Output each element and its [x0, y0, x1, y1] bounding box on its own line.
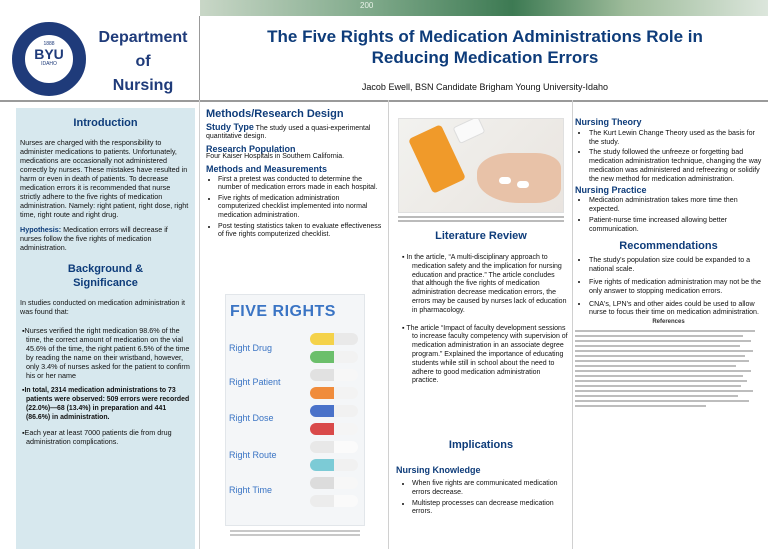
nursing-theory-list — [575, 129, 762, 184]
hypothesis — [20, 225, 191, 252]
population-text: Four Kaiser Hospitals in Southern California. — [206, 153, 345, 161]
poster-header — [0, 0, 768, 100]
background-intro: In studies conducted on medication administration it was found that: — [20, 298, 186, 316]
introduction-heading: Introduction — [73, 117, 138, 129]
photo-caption-placeholder — [398, 216, 564, 224]
list-item: • First a pretest was conducted to determine the number of medication errors made in each hospital. — [218, 176, 382, 193]
column-divider — [199, 100, 200, 549]
study-type-text: The study used a quasi-experimental quantitative design. — [206, 124, 371, 141]
five-rights-image — [225, 294, 365, 526]
theory-column — [575, 108, 762, 549]
right-drug-label: Right Drug — [229, 343, 273, 353]
nursing-practice-heading: Nursing Practice — [575, 184, 647, 195]
study-type-label: Study Type — [206, 121, 254, 132]
byu-idaho-seal-icon — [12, 22, 86, 96]
introduction-body: Nurses are charged with the responsibility to administer medications to patients. Unfortunately, medications are occasionally not administered correctly by nurses. These mistakes have resulted in harm or even in death of patients. To decrease medication errors it is recommended that nurse strictly adhere to the five rights of medication administration. Namely: right patient, right dose, right time, right route and right drug. — [20, 138, 189, 219]
right-dose-label: Right Dose — [229, 413, 274, 423]
measurements-list — [206, 176, 382, 240]
list-item: ▪ The article “Impact of faculty development sessions to increase faculty competency with supervision of medication administration in an associate degree program.” Explained the importance of educating students while still in school about the need to adhere to good medication administration practice. — [402, 324, 568, 385]
pill-icon — [310, 441, 358, 453]
nursing-practice-list — [575, 196, 762, 233]
literature-list — [398, 254, 568, 395]
methods-heading: Methods/Research Design — [206, 108, 344, 120]
nursing-theory-heading: Nursing Theory — [575, 117, 642, 127]
right-route-label: Right Route — [229, 450, 277, 460]
measurements-heading: Methods and Measurements — [206, 163, 328, 174]
list-item: • The study's population size could be expanded to a national scale. — [589, 256, 762, 274]
pill-icon — [499, 177, 511, 184]
seal-center — [24, 34, 74, 84]
background-heading-line-2: Significance — [73, 277, 138, 289]
population-heading: Research Population — [206, 143, 296, 154]
list-item: ▪Each year at least 7000 patients die from drug administration complications. — [22, 428, 172, 446]
poster-title — [205, 26, 765, 68]
list-item: • Five rights of medication administration computerized checklist implemented into normal medication administration. — [218, 195, 382, 221]
pill-icon — [310, 351, 358, 363]
references-heading: References — [652, 319, 685, 326]
list-item: • Multistep processes can decrease medication errors. — [412, 500, 564, 518]
column-divider — [572, 100, 573, 549]
introduction-column — [16, 108, 195, 549]
pill-icon — [310, 333, 358, 345]
five-rights-title: FIVE RIGHTS — [230, 303, 336, 320]
nursing-knowledge-heading: Nursing Knowledge — [396, 465, 481, 475]
list-item: ▪ In the article, “A multi-disciplinary approach to medication safety and the implication for nursing education and practice.” The article concludes that although the five rights of medication administration decrease medication errors, the errors may be caused by nurses lack of education in pharmacology. — [402, 254, 567, 314]
department-line-3: Nursing — [112, 77, 174, 94]
title-line-2: Reducing Medication Errors — [371, 48, 599, 67]
background-heading — [20, 262, 191, 290]
recommendations-heading: Recommendations — [619, 239, 718, 252]
pill-icon — [310, 423, 358, 435]
pill-icon — [310, 477, 358, 489]
hand-icon — [477, 153, 561, 203]
right-time-label: Right Time — [229, 485, 273, 495]
implications-heading: Implications — [448, 439, 514, 451]
references-list — [575, 330, 762, 407]
literature-heading: Literature Review — [435, 230, 527, 242]
department-line-1: Department — [98, 29, 188, 46]
list-item: • When five rights are communicated medication errors decrease. — [412, 480, 564, 498]
right-patient-label: Right Patient — [229, 377, 281, 387]
title-line-1: The Five Rights of Medication Administrations Role in — [267, 27, 703, 46]
list-item: ▪Nurses verified the right medication 98.6% of the time, the correct amount of medication on the vial 45.6% of the time, the right patient 6.5% of the time by reading the name on their wristband, however, only 3.4% of nurses asked for the patient to confirm his or her name — [22, 326, 190, 380]
header-divider — [0, 100, 768, 102]
strip-number: 200 — [360, 1, 374, 10]
background-heading-line-1: Background & — [67, 263, 144, 275]
author-line: Jacob Ewell, BSN Candidate Brigham Young University-Idaho — [361, 82, 609, 92]
recommendations-list — [575, 256, 762, 317]
image-caption-placeholder — [230, 530, 360, 544]
department-line-2: of — [135, 53, 151, 70]
list-item: • Medication administration takes more time then expected. — [589, 196, 762, 214]
seal-name: BYU — [34, 46, 64, 62]
list-item: • The Kurt Lewin Change Theory used as the basis for the study. — [589, 129, 762, 147]
study-type — [206, 123, 382, 142]
hypothesis-label: Hypothesis: — [20, 225, 62, 234]
hypothesis-text: Medication errors will decrease if nurses follow the five rights of medication administration. — [20, 225, 168, 252]
nursing-knowledge-list — [398, 480, 564, 519]
list-item: • The study followed the unfreeze or forgetting bad medication administration technique, changing the way medication was administered and refreezing or solidify the new method for medication administration. — [589, 148, 762, 183]
column-divider — [388, 100, 389, 549]
pill-icon — [517, 181, 529, 188]
seal-year: 1888 — [43, 41, 55, 47]
pill-icon — [310, 405, 358, 417]
list-item: • Patient-nurse time increased allowing better communication. — [589, 216, 762, 234]
literature-column — [390, 108, 568, 549]
background-list — [20, 326, 191, 446]
pill-icon — [310, 495, 358, 507]
list-item: • Five rights of medication administration may not be the only answer to stopping medication errors. — [589, 278, 762, 296]
list-item: • CNA's, LPN's and other aides could be used to allow nurse to focus their time on medication administration. — [589, 300, 762, 318]
logo-area — [0, 16, 200, 100]
medication-photo — [398, 118, 564, 213]
seal-location: IDAHO — [41, 61, 57, 67]
list-item: • Post testing statistics taken to evaluate effectiveness of five rights computerized checklist. — [218, 223, 382, 240]
pill-icon — [310, 459, 358, 471]
header-photo-strip — [200, 0, 768, 16]
bottle-cap-icon — [453, 118, 486, 144]
list-item: ▪In total, 2314 medication administrations to 73 patients were observed: 509 errors were recorded (22.0%)—68 (13.4%) in preparation and 441 (86.6%) in administration. — [22, 387, 190, 421]
pill-icon — [310, 369, 358, 381]
pill-icon — [310, 387, 358, 399]
department-name — [88, 26, 198, 98]
